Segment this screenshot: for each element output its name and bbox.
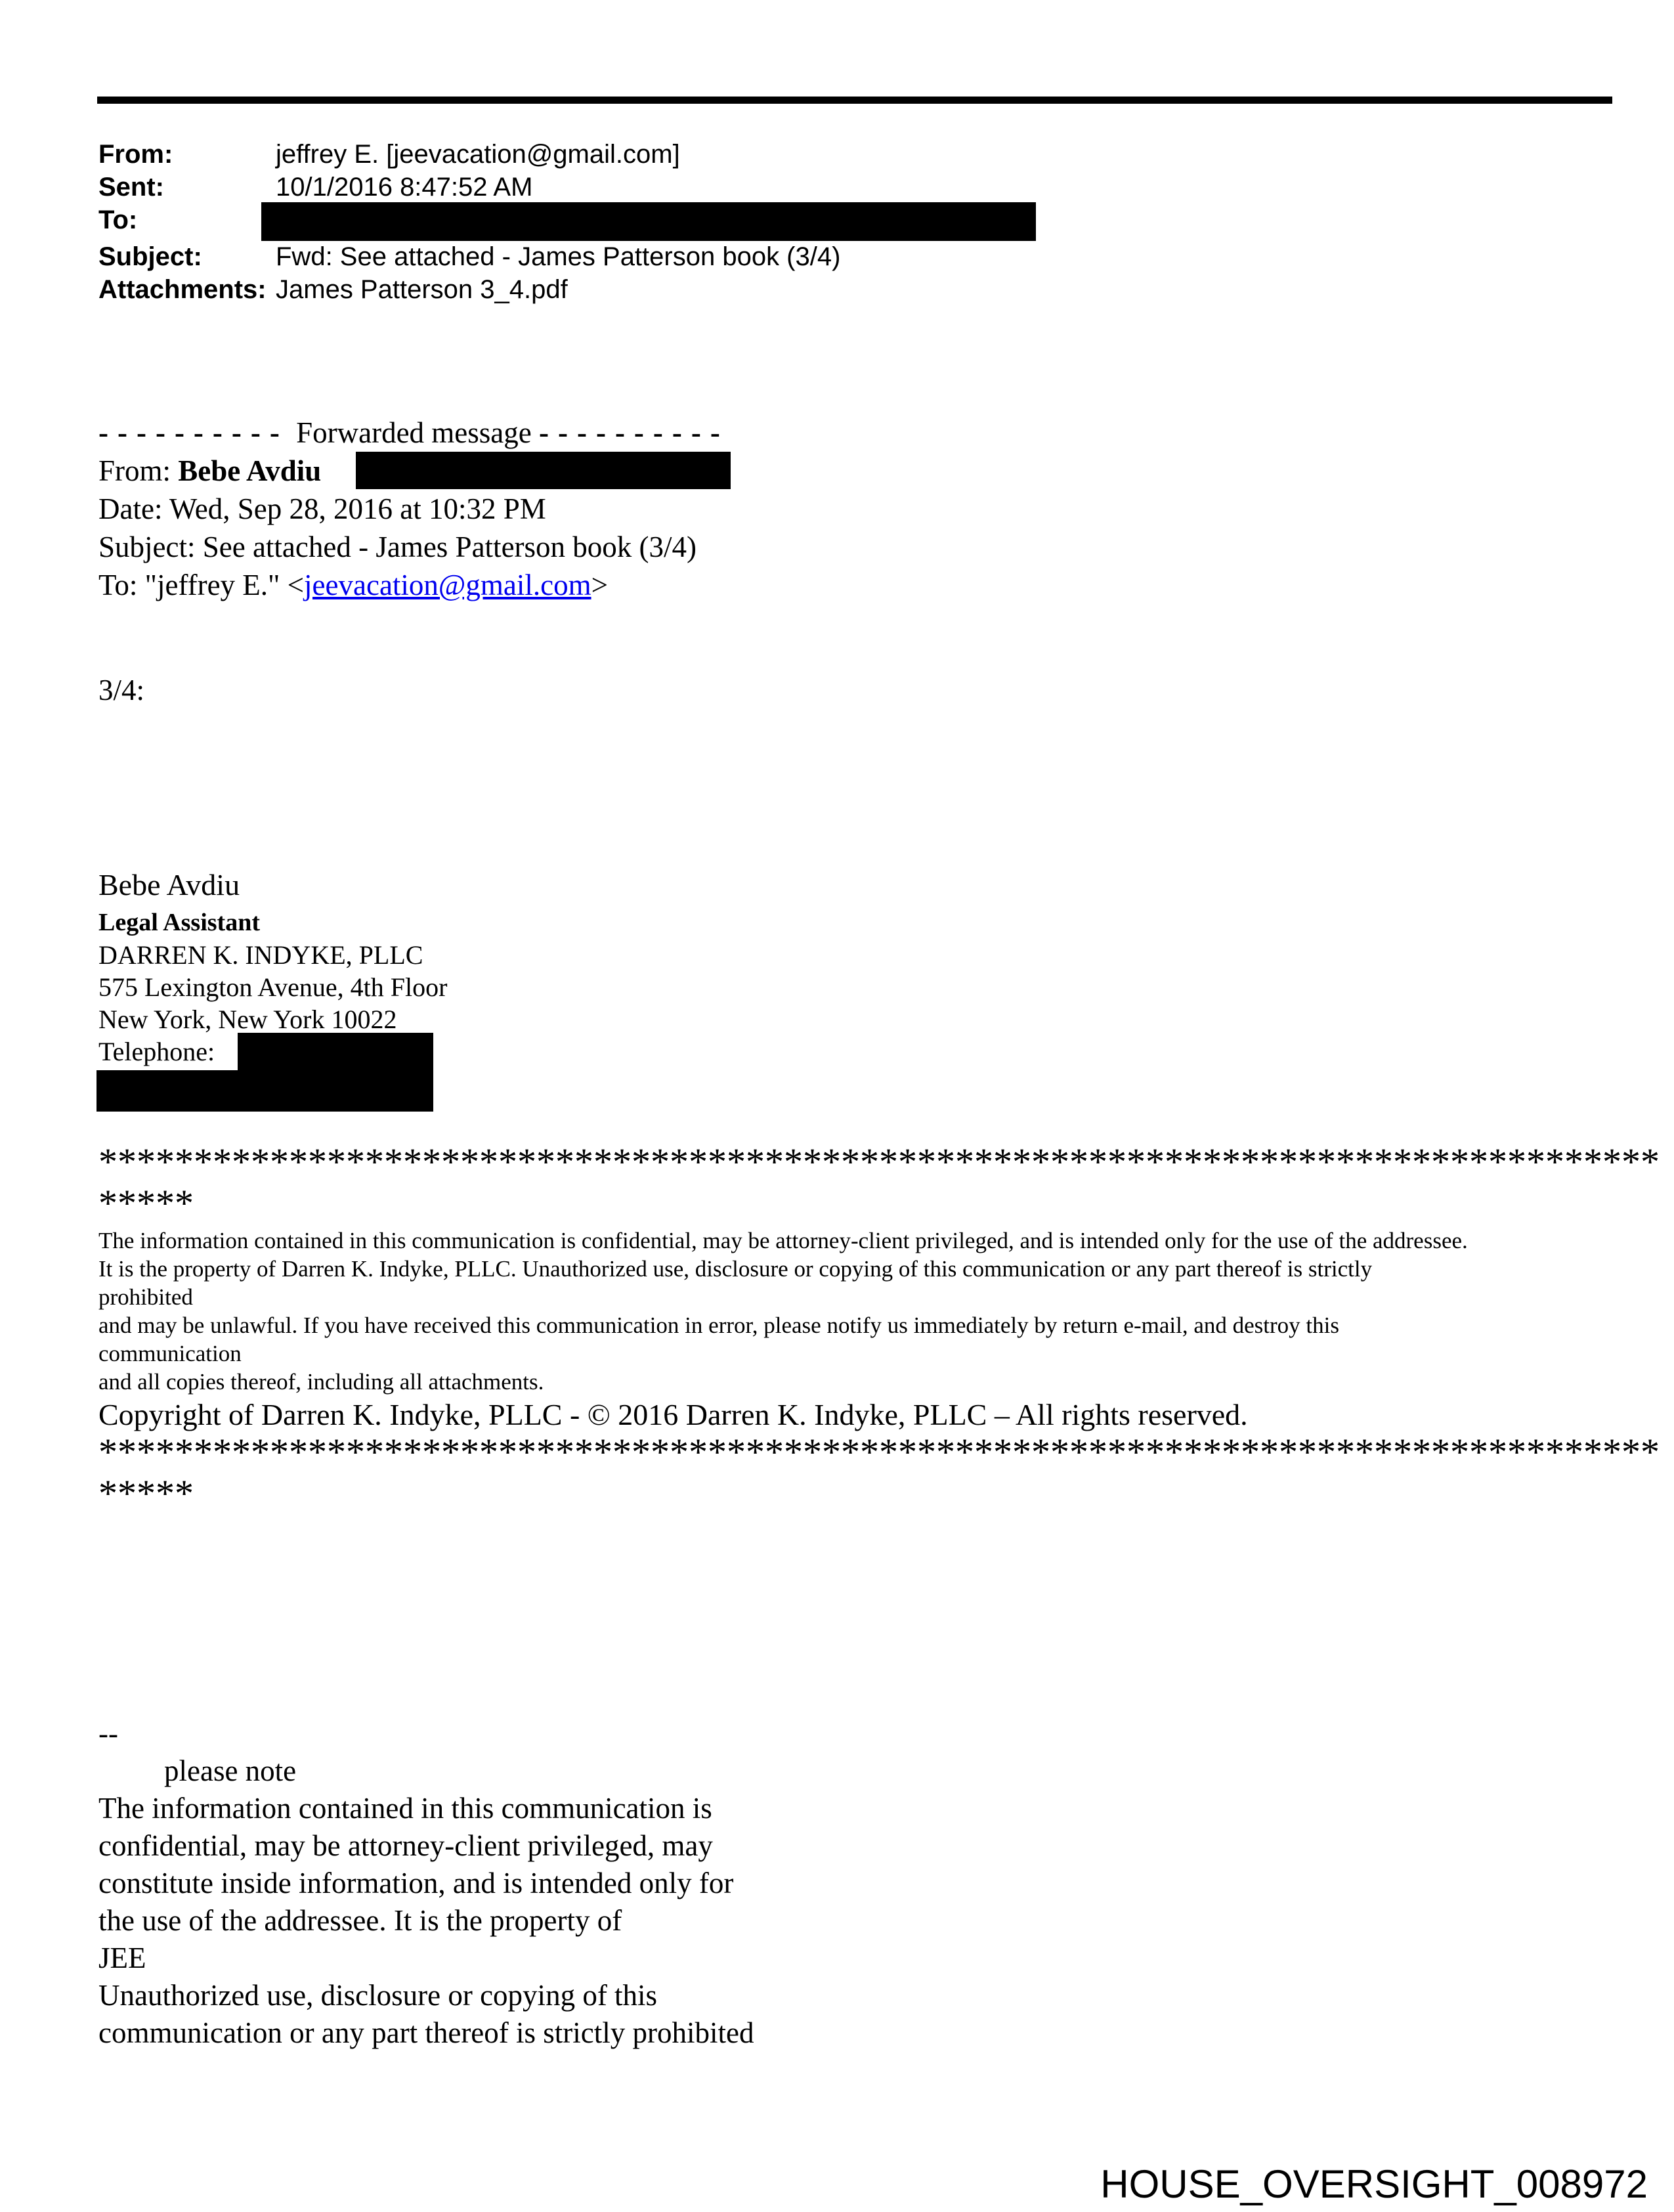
personal-disclaimer-line: Unauthorized use, disclosure or copying of this: [98, 1979, 658, 2012]
header-row-from: [98, 138, 840, 171]
copyright-line: Copyright of Darren K. Indyke, PLLC - © 2016 Darren K. Indyke, PLLC – All rights reserved.: [98, 1398, 1248, 1431]
header-divider-rule: [97, 97, 1612, 104]
asterisk-separator-top: [98, 1141, 1660, 1224]
subject-label: Subject:: [98, 242, 202, 271]
sent-label: Sent:: [98, 173, 164, 202]
firm-disclaimer-line: It is the property of Darren K. Indyke, PLLC. Unauthorized use, disclosure or copying of this communication or any part thereof is strictly: [98, 1256, 1373, 1282]
signature-company: DARREN K. INDYKE, PLLC: [98, 940, 423, 970]
personal-disclaimer-line: The information contained in this communication is: [98, 1792, 712, 1825]
sent-value: 10/1/2016 8:47:52 AM: [276, 173, 533, 202]
redaction-bar-telephone-2: [97, 1070, 433, 1112]
personal-disclaimer-line: JEE: [98, 1941, 146, 1974]
signature-address-street: 575 Lexington Avenue, 4th Floor: [98, 972, 448, 1002]
signature-block: [98, 863, 447, 1068]
signature-title: Legal Assistant: [98, 909, 260, 936]
attachments-value: James Patterson 3_4.pdf: [276, 275, 568, 304]
signature-name: Bebe Avdiu: [98, 868, 240, 901]
firm-disclaimer-line: and all copies thereof, including all attachments.: [98, 1369, 544, 1395]
email-address-link[interactable]: jeevacation@gmail.com: [304, 569, 591, 601]
asterisk-line-full: **********************************************************************************: [98, 1140, 1660, 1183]
firm-disclaimer-text: [98, 1226, 1468, 1396]
forwarded-to-suffix: >: [591, 569, 608, 601]
personal-disclaimer-block: [98, 1715, 754, 2052]
signature-separator: --: [98, 1717, 118, 1750]
personal-disclaimer-line: the use of the addressee. It is the property of: [98, 1904, 622, 1937]
forwarded-to-line: [98, 566, 729, 604]
asterisk-line-full: **********************************************************************************: [98, 1431, 1660, 1473]
firm-disclaimer-line: The information contained in this communication is confidential, may be attorney-client privileged, and is intended only for the use of the addressee.: [98, 1228, 1468, 1253]
personal-disclaimer-line: confidential, may be attorney-client privileged, may: [98, 1829, 713, 1862]
header-row-attachments: [98, 273, 840, 306]
forwarded-message-title-line: [98, 414, 729, 452]
forwarded-title: Forwarded message: [288, 416, 539, 449]
forwarded-from-label: From:: [98, 454, 179, 487]
personal-disclaimer-line: constitute inside information, and is intended only for: [98, 1867, 734, 1899]
attachment-page-reference: 3/4:: [98, 674, 145, 706]
asterisk-line-short: *****: [98, 1472, 194, 1515]
forwarded-dashes-left: ----------: [98, 416, 289, 449]
forwarded-dashes-right: ----------: [539, 416, 729, 449]
from-value: jeffrey E. [jeevacation@gmail.com]: [276, 140, 680, 169]
forwarded-date-line: Date: Wed, Sep 28, 2016 at 10:32 PM: [98, 492, 546, 525]
forwarded-message-block: [98, 414, 729, 604]
please-note-line: please note: [164, 1754, 297, 1787]
signature-phone-label: Telephone:: [98, 1037, 215, 1066]
forwarded-subject-line: Subject: See attached - James Patterson book (3/4): [98, 531, 697, 563]
firm-disclaimer-line: and may be unlawful. If you have received this communication in error, please notify us immediately by return e-mail, and destroy this: [98, 1312, 1339, 1338]
asterisk-separator-bottom: [98, 1431, 1660, 1514]
forwarded-from-line: [98, 452, 729, 490]
firm-disclaimer-line: communication: [98, 1341, 242, 1366]
attachments-label: Attachments:: [98, 275, 267, 304]
subject-value: Fwd: See attached - James Patterson book (3/4): [276, 242, 841, 271]
forwarded-from-name: Bebe Avdiu: [178, 454, 322, 487]
header-row-sent: [98, 171, 840, 204]
forwarded-to-prefix: To: "jeffrey E." <: [98, 569, 305, 601]
signature-address-city: New York, New York 10022: [98, 1005, 397, 1034]
firm-disclaimer-line: prohibited: [98, 1284, 193, 1310]
bates-number: HOUSE_OVERSIGHT_008972: [1100, 2162, 1648, 2206]
asterisk-line-short: *****: [98, 1182, 194, 1225]
from-label: From:: [98, 140, 173, 169]
personal-disclaimer-line: communication or any part thereof is strictly prohibited: [98, 2016, 754, 2049]
to-label: To:: [98, 206, 138, 234]
header-row-subject: [98, 240, 840, 273]
redaction-bar-to: [261, 202, 1036, 241]
